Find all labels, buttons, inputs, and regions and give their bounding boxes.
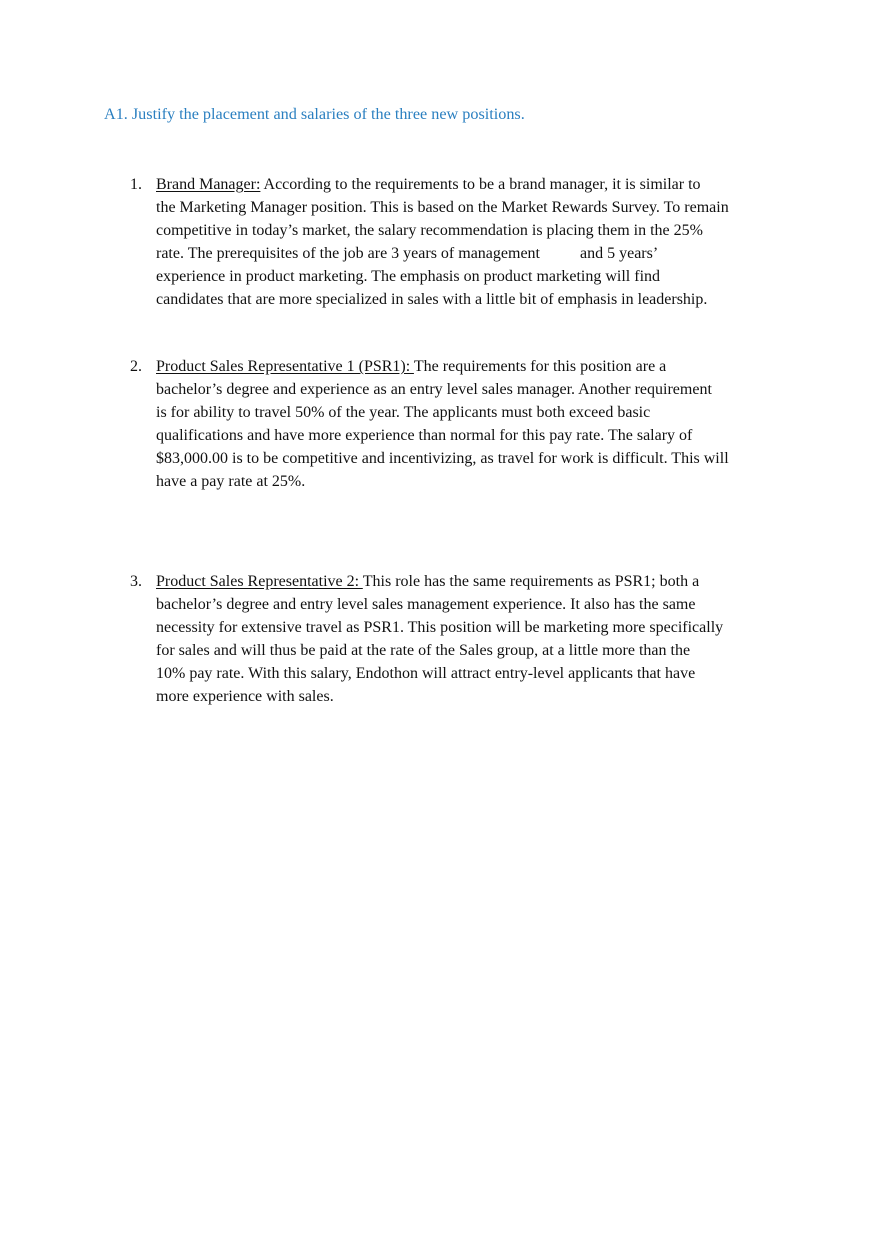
list-item-line: experience in product marketing. The emphasis on product marketing will find bbox=[156, 268, 661, 285]
list-item-line: for sales and will thus be paid at the rate of the Sales group, at a little more than the bbox=[156, 642, 691, 659]
list-item-number: 2. bbox=[130, 358, 142, 375]
section-heading: A1. Justify the placement and salaries of the three new positions. bbox=[104, 105, 525, 123]
list-item-line: $83,000.00 is to be competitive and incentivizing, as travel for work is difficult. This will bbox=[156, 450, 729, 467]
list-item-line: candidates that are more specialized in sales with a little bit of emphasis in leadership. bbox=[156, 291, 708, 308]
list-item-line: competitive in today’s market, the salary recommendation is placing them in the 25% bbox=[156, 222, 703, 239]
list-item-line: is for ability to travel 50% of the year. The applicants must both exceed basic bbox=[156, 404, 651, 421]
list-item-line: 10% pay rate. With this salary, Endothon will attract entry-level applicants that have bbox=[156, 665, 696, 682]
line-text: This role has the same requirements as PSR1; both a bbox=[362, 573, 700, 590]
list-item-line: bachelor’s degree and experience as an entry level sales manager. Another requirement bbox=[156, 381, 712, 398]
list-item-line: qualifications and have more experience than normal for this pay rate. The salary of bbox=[156, 427, 693, 444]
list-item-line: necessity for extensive travel as PSR1. This position will be marketing more specifically bbox=[156, 619, 724, 636]
list-item-line: have a pay rate at 25%. bbox=[156, 473, 306, 490]
position-title: Product Sales Representative 2: bbox=[156, 573, 363, 590]
position-title: Product Sales Representative 1 (PSR1): bbox=[156, 358, 414, 375]
line-text: According to the requirements to be a brand manager, it is similar to bbox=[260, 176, 701, 193]
position-title: Brand Manager: bbox=[156, 176, 261, 193]
list-item-line bbox=[156, 570, 796, 593]
line-text: The requirements for this position are a bbox=[413, 358, 667, 375]
list-item-number: 3. bbox=[130, 573, 142, 590]
list-item-line: the Marketing Manager position. This is based on the Market Rewards Survey. To remain bbox=[156, 199, 729, 216]
list-item-body bbox=[156, 355, 796, 493]
list-item-line bbox=[156, 173, 796, 196]
list-item-line: more experience with sales. bbox=[156, 688, 334, 705]
list-item-body bbox=[156, 570, 796, 708]
list-item-line: rate. The prerequisites of the job are 3 years of management and 5 years’ bbox=[156, 245, 659, 262]
list-item-line bbox=[156, 355, 796, 378]
list-item-number: 1. bbox=[130, 176, 142, 193]
list-item-line: bachelor’s degree and entry level sales management experience. It also has the same bbox=[156, 596, 696, 613]
list-item-body bbox=[156, 173, 796, 311]
